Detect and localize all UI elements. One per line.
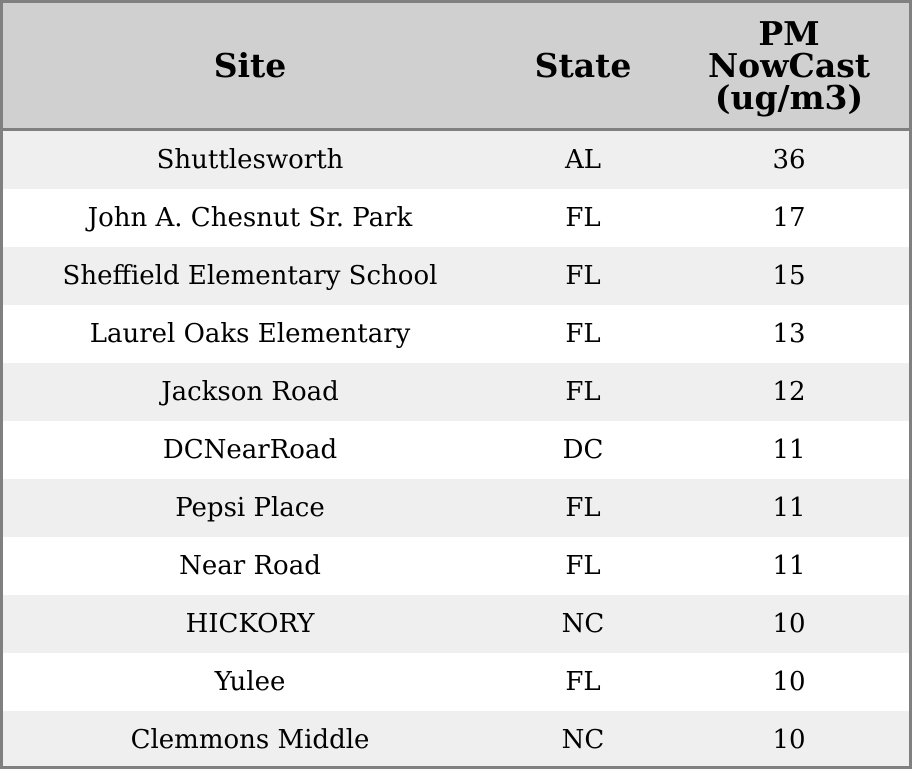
table-row [3, 189, 909, 247]
site-cell: Shuttlesworth [3, 130, 497, 190]
table-body [3, 130, 909, 769]
pm-value-cell: 15 [669, 247, 909, 305]
table-row [3, 653, 909, 711]
pm-value-cell: 10 [669, 711, 909, 769]
table-row [3, 711, 909, 769]
state-cell: FL [497, 363, 669, 421]
state-cell: NC [497, 595, 669, 653]
state-cell: FL [497, 653, 669, 711]
pm-nowcast-table [3, 3, 909, 769]
pm-header-line: PM [758, 13, 820, 53]
pm-value-cell: 11 [669, 479, 909, 537]
pm-value-cell: 17 [669, 189, 909, 247]
pm-value-cell: 12 [669, 363, 909, 421]
table-row [3, 595, 909, 653]
pm-value-cell: 13 [669, 305, 909, 363]
column-header-site: Site [3, 3, 497, 130]
state-cell: AL [497, 130, 669, 190]
pm-value-cell: 11 [669, 537, 909, 595]
site-cell: Laurel Oaks Elementary [3, 305, 497, 363]
pm-header-line: NowCast [707, 45, 871, 85]
state-cell: FL [497, 537, 669, 595]
table-row [3, 363, 909, 421]
state-cell: FL [497, 189, 669, 247]
table-row [3, 247, 909, 305]
state-cell: FL [497, 247, 669, 305]
state-cell: DC [497, 421, 669, 479]
site-cell: Sheffield Elementary School [3, 247, 497, 305]
site-cell: Near Road [3, 537, 497, 595]
pm-value-cell: 10 [669, 595, 909, 653]
state-cell: FL [497, 305, 669, 363]
state-cell: NC [497, 711, 669, 769]
column-header-state: State [497, 3, 669, 130]
table-header [3, 3, 909, 130]
table-row [3, 537, 909, 595]
site-cell: Pepsi Place [3, 479, 497, 537]
table-row [3, 305, 909, 363]
pm-value-cell: 10 [669, 653, 909, 711]
site-cell: HICKORY [3, 595, 497, 653]
pm-header-line: (ug/m3) [714, 77, 864, 117]
pm-value-cell: 36 [669, 130, 909, 190]
site-cell: Yulee [3, 653, 497, 711]
site-cell: Jackson Road [3, 363, 497, 421]
table-row [3, 130, 909, 190]
pm-value-cell: 11 [669, 421, 909, 479]
site-cell: DCNearRoad [3, 421, 497, 479]
table-row [3, 479, 909, 537]
table-row [3, 421, 909, 479]
column-header-pm-nowcast [669, 3, 909, 130]
state-cell: FL [497, 479, 669, 537]
site-cell: John A. Chesnut Sr. Park [3, 189, 497, 247]
header-row [3, 3, 909, 130]
site-cell: Clemmons Middle [3, 711, 497, 769]
